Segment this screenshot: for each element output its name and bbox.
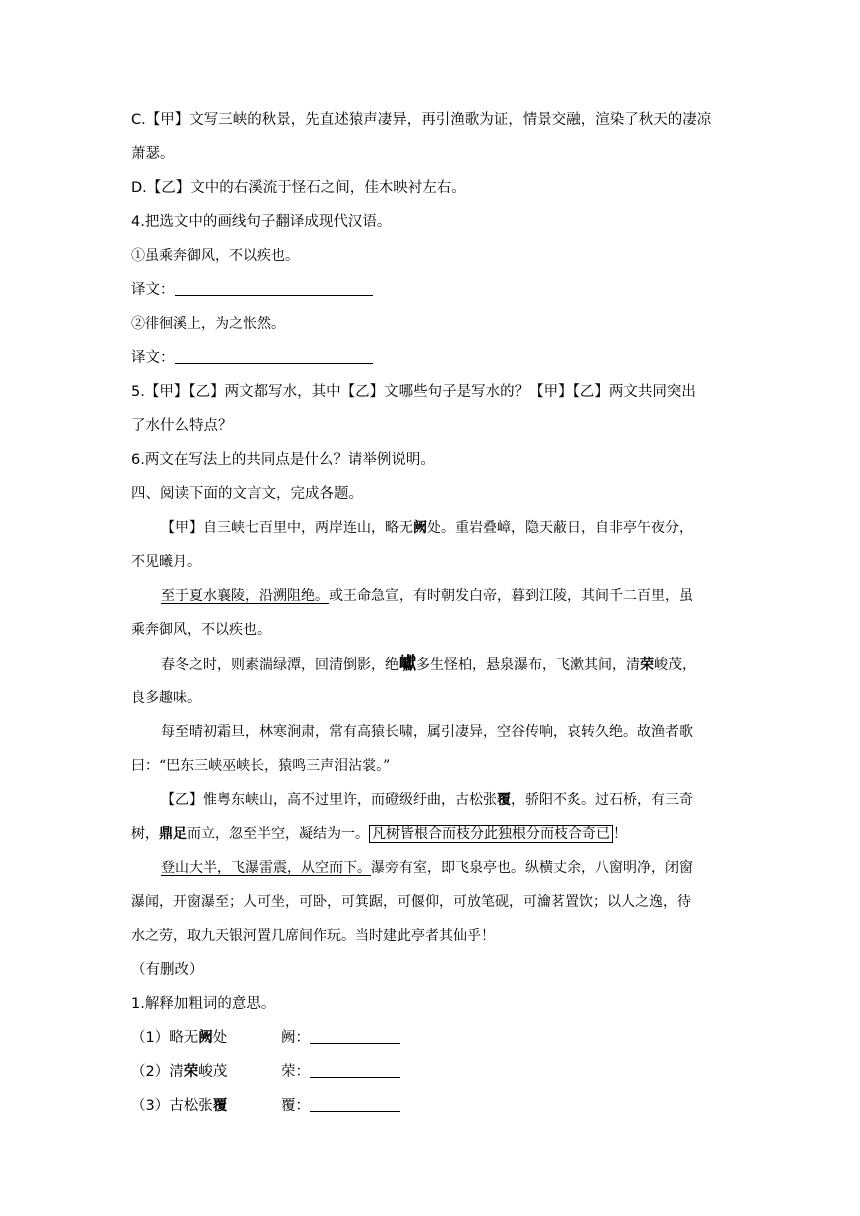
translation-2 bbox=[131, 348, 373, 368]
bold-word: 覆 bbox=[212, 1098, 228, 1114]
translation-1 bbox=[131, 280, 373, 300]
section-4-heading: 四、阅读下面的文言文，完成各题。 bbox=[131, 486, 363, 502]
underlined-sentence: 至于夏水襄陵，沿溯阻绝。 bbox=[161, 588, 329, 604]
jia-p3-line2: 良多趣味。 bbox=[131, 690, 201, 706]
answer-blank[interactable] bbox=[310, 1097, 400, 1112]
yi-p2-line2: 瀑闻，开窗瀑至；人可坐，可卧，可箕踞，可偃仰，可放笔砚，可瀹茗置饮；以人之逸，待 bbox=[131, 894, 691, 910]
jia-p4-line1: 每至晴初霜旦，林寒涧肃，常有高猿长啸，属引凄异，空谷传响，哀转久绝。故渔者歌 bbox=[161, 724, 693, 740]
jia-p2-line1: 至于夏水襄陵，沿溯阻绝。或王命急宣，有时朝发白帝，暮到江陵，其间千二百里，虽 bbox=[161, 588, 693, 604]
translation-label: 译文： bbox=[131, 350, 175, 366]
yi-p1-line2: 树，鼎足而立，忽至半空，凝结为一。 凡树皆根合而枝分此独根分而枝合奇已 ！ bbox=[131, 826, 627, 842]
question-5-line1: 5.【甲】【乙】两文都写水，其中【乙】文哪些句子是写水的？【甲】【乙】两文共同突出 bbox=[131, 384, 696, 400]
question-4: 4.把选文中的画线句子翻译成现代汉语。 bbox=[131, 214, 392, 230]
vocab-item: （3）古松张覆 覆： bbox=[131, 1096, 400, 1116]
question-5-line2: 了水什么特点？ bbox=[131, 418, 233, 434]
bold-word: 鼎足 bbox=[159, 826, 187, 842]
sentence-2: ②徘徊溪上，为之怅然。 bbox=[131, 316, 285, 332]
sentence-1: ①虽乘奔御风，不以疾也。 bbox=[131, 248, 299, 264]
bold-word: 阙 bbox=[413, 520, 427, 536]
vocab-item: （2）清荣峻茂 荣： bbox=[131, 1062, 400, 1082]
option-d: D.【乙】文中的右溪流于怪石之间，佳木映衬左右。 bbox=[131, 180, 466, 196]
boxed-sentence: 凡树皆根合而枝分此独根分而枝合奇已 bbox=[369, 825, 613, 843]
jia-p1-line1: 【甲】自三峡七百里中，两岸连山，略无阙处。重岩叠嶂，隐天蔽日，自非亭午夜分， bbox=[161, 520, 693, 536]
jia-p3-line1: 春冬之时，则素湍绿潭，回清倒影，绝巘多生怪柏，悬泉瀑布，飞漱其间，清荣峻茂， bbox=[161, 654, 696, 674]
answer-blank[interactable] bbox=[175, 349, 373, 364]
yi-p2-line1: 登山大半，飞瀑雷震，从空而下。瀑旁有室，即飞泉亭也。纵横丈余，八窗明净，闭窗 bbox=[161, 860, 693, 876]
yi-p2-line3: 水之劳，取九天银河置几席间作玩。当时建此亭者其仙乎！ bbox=[131, 928, 495, 944]
jia-p2-line2: 乘奔御风，不以疾也。 bbox=[131, 622, 271, 638]
option-c-line2: 萧瑟。 bbox=[131, 146, 175, 162]
jia-p1-line2: 不见曦月。 bbox=[131, 554, 201, 570]
bold-word: 巘 bbox=[399, 654, 416, 674]
yi-p1-line1: 【乙】惟粤东峡山，高不过里许，而磴级纡曲，古松张覆，骄阳不炙。过石桥，有三奇 bbox=[161, 792, 693, 808]
underlined-sentence: 登山大半，飞瀑雷震，从空而下。 bbox=[161, 860, 371, 876]
translation-label: 译文： bbox=[131, 282, 175, 298]
question-1: 1.解释加粗词的意思。 bbox=[131, 996, 276, 1012]
answer-blank[interactable] bbox=[175, 281, 373, 296]
jia-p4-line2: 曰：“巴东三峡巫峡长，猿鸣三声泪沾裳。” bbox=[131, 758, 391, 774]
answer-blank[interactable] bbox=[310, 1063, 400, 1078]
bold-word: 阙 bbox=[198, 1030, 213, 1046]
bold-word: 荣 bbox=[640, 657, 654, 673]
question-6: 6.两文在写法上的共同点是什么？请举例说明。 bbox=[131, 452, 435, 468]
bold-word: 覆 bbox=[497, 792, 511, 808]
edit-note: （有删改） bbox=[131, 962, 204, 978]
answer-blank[interactable] bbox=[310, 1029, 400, 1044]
bold-word: 荣 bbox=[183, 1064, 199, 1080]
vocab-item: （1）略无阙处 阙： bbox=[131, 1028, 400, 1048]
option-c-line1: C.【甲】文写三峡的秋景，先直述猿声凄异，再引渔歌为证，情景交融，渲染了秋天的凄凉 bbox=[131, 112, 712, 128]
